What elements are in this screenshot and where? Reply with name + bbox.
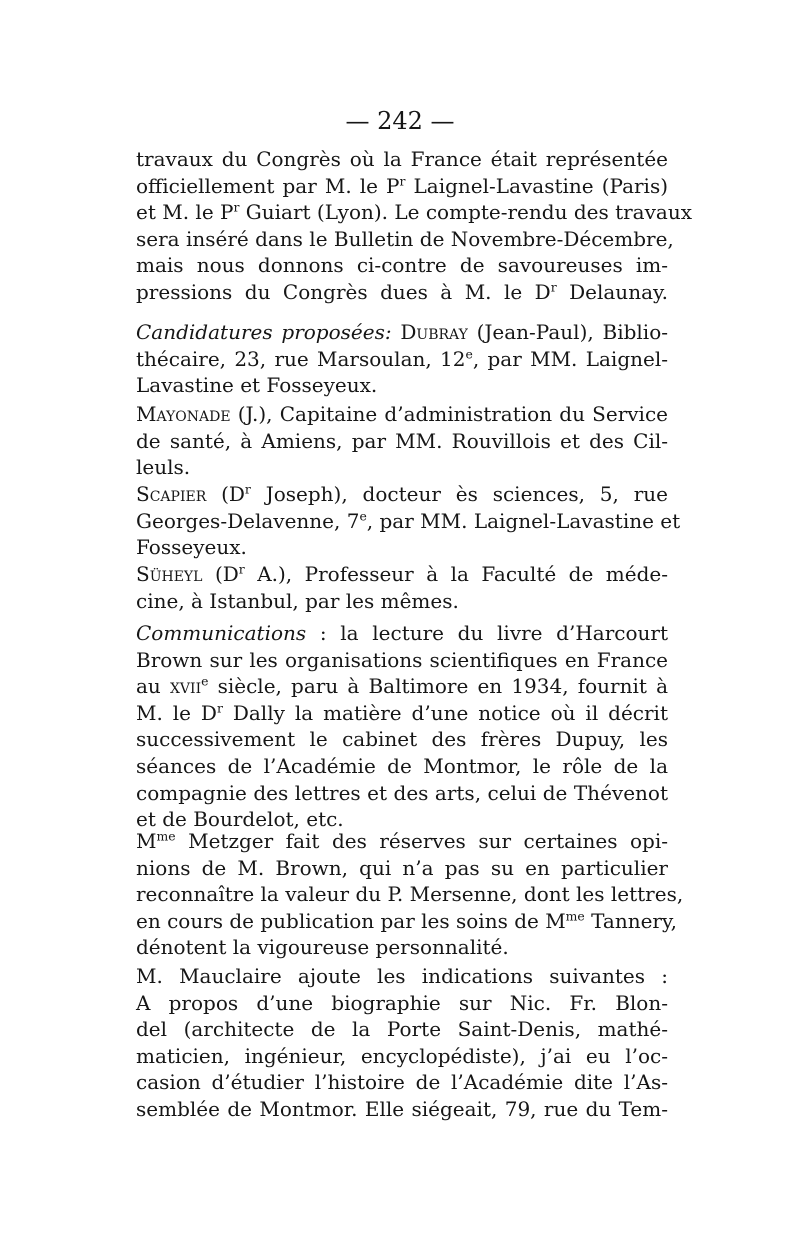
text-line: semblée de Montmor. Elle siégeait, 79, rue du Tem- <box>136 1096 668 1121</box>
text-line: Fosseyeux. <box>136 535 247 560</box>
paragraph-metzger <box>136 828 684 961</box>
text-line: Lavastine et Fosseyeux. <box>136 373 378 398</box>
text-line: mais nous donnons ci-contre de savoureuses im- <box>136 253 668 278</box>
text-line: $M^{me}$ Metzger fait des réserves sur certaines opi- <box>136 828 668 853</box>
text-line: successivement le cabinet des frères Dupuy, les <box>136 727 668 752</box>
text-line: reconnaître la valeur du P. Mersenne, dont les lettres, <box>136 882 684 907</box>
text-line: Mayonade (J.), Capitaine d’administration du Service <box>136 402 668 426</box>
text-line: Communications : la lecture du livre d’Harcourt <box>136 621 668 645</box>
text-line: séances de l’Académie de Montmor, le rôle de la <box>136 753 668 778</box>
text-line: thécaire, 23, rue Marsoulan, 12e, par MM. Laignel- <box>136 346 668 371</box>
text-line: Scapier ($D^r$ Joseph), docteur ès sciences, 5, rue <box>136 481 668 506</box>
text-line: del (architecte de la Porte Saint-Denis, mathé- <box>136 1017 668 1042</box>
text-line: M. Mauclaire ajoute les indications suivantes : <box>136 964 668 988</box>
text-line: pressions du Congrès dues à M. le $D^r$ Delaunay. <box>136 279 668 304</box>
page-number: — 242 — <box>345 107 455 135</box>
text-line: Georges-Delavenne, 7e, par MM. Laignel-Lavastine et <box>136 508 681 533</box>
text-line: A propos d’une biographie sur Nic. Fr. Blon- <box>136 990 668 1015</box>
text-line: Brown sur les organisations scientifiques en France <box>136 647 668 672</box>
text-line: casion d’étudier l’histoire de l’Académie dite l’As- <box>136 1070 668 1095</box>
paragraph-candidature-scapier <box>136 481 681 561</box>
text-line: M. le $D^r$ Dally la matière d’une notice où il décrit <box>136 700 668 725</box>
paragraph-candidature-suheyl <box>136 561 668 614</box>
paragraph-candidature-dubray <box>136 319 668 399</box>
text-line: officiellement par M. le $P^r$ Laignel-Lavastine (Paris) <box>136 173 669 198</box>
text-line: cine, à Istanbul, par les mêmes. <box>136 588 459 613</box>
text-line: dénotent la vigoureuse personnalité. <box>136 935 509 960</box>
text-line: leuls. <box>136 455 191 480</box>
text-line: Candidatures proposées: Dubray (Jean-Paul), Biblio- <box>136 320 668 344</box>
text-line: et de Bourdelot, etc. <box>136 807 344 832</box>
text-line: Süheyl ($D^r$ A.), Professeur à la Faculté de méde- <box>136 561 668 586</box>
text-line: en cours de publication par les soins de $M^{me}$ Tannery, <box>136 908 677 933</box>
text-line: au xvii$^e$ siècle, paru à Baltimore en 1934, fournit à <box>136 673 669 699</box>
text-line: sera inséré dans le Bulletin de Novembre-Décembre, <box>136 226 674 251</box>
text-line: travaux du Congrès où la France était représentée <box>136 147 668 171</box>
paragraph-communications <box>136 620 668 833</box>
text-line: et M. le $P^r$ Guiart (Lyon). Le compte-rendu des travaux <box>136 199 692 225</box>
paragraph-candidature-mayonade <box>136 401 668 481</box>
paragraph-mauclaire <box>136 963 668 1123</box>
text-line: maticien, ingénieur, encyclopédiste), j’ai eu l’oc- <box>136 1043 668 1068</box>
paragraph-congress <box>136 146 692 306</box>
text-line: de santé, à Amiens, par MM. Rouvillois et des Cil- <box>136 428 668 453</box>
text-line: nions de M. Brown, qui n’a pas su en particulier <box>136 855 668 880</box>
text-line: compagnie des lettres et des arts, celui de Thévenot <box>136 780 668 805</box>
